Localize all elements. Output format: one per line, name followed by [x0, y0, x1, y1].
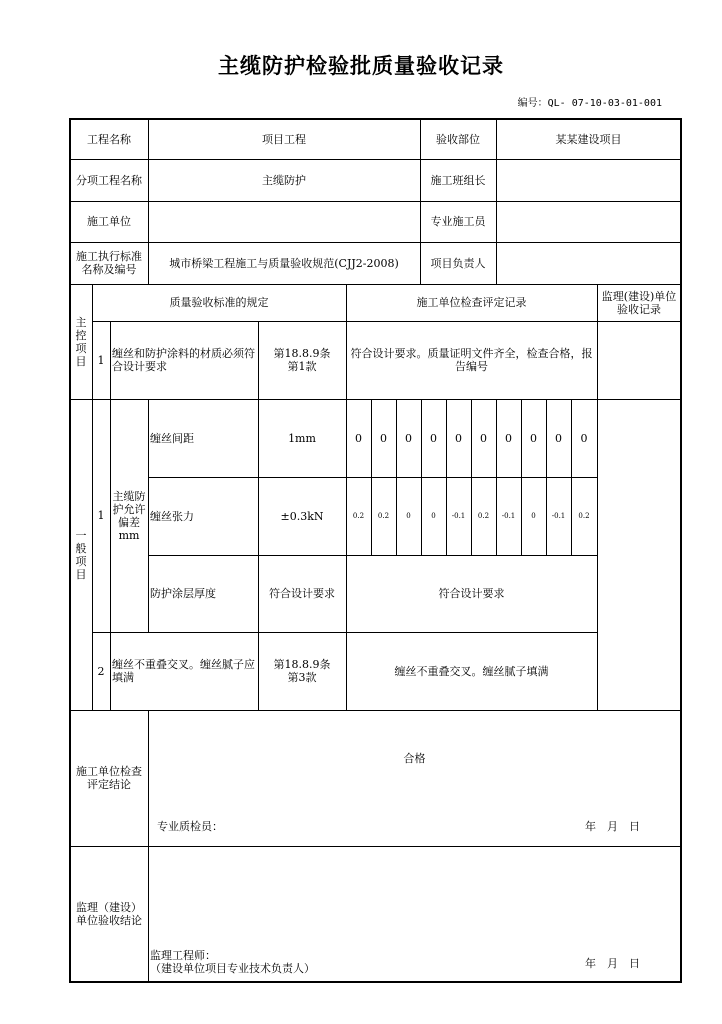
contractor-label: 施工单位	[87, 215, 131, 228]
measurement-value: 0	[531, 511, 536, 520]
measurement-value: 0	[480, 431, 487, 445]
general-item1-label: 主缆防护允许偏差mm	[112, 489, 146, 542]
conclusion-date: 年 月 日	[585, 819, 640, 833]
general-items-label: 一般项目	[75, 528, 87, 581]
record-column-header: 施工单位检查评定记录	[416, 296, 527, 309]
main-items-label: 主控项目	[75, 315, 87, 368]
measurement-value: 0.2	[578, 511, 590, 520]
tension-spec: ±0.3kN	[280, 509, 324, 523]
page-title: 主缆防护检验批质量验收记录	[218, 54, 504, 78]
sub-project-value: 主缆防护	[262, 173, 306, 187]
manager-label: 项目负责人	[430, 256, 486, 270]
inspector-label: 专业质检员：	[157, 819, 223, 833]
team-leader-value	[496, 159, 681, 201]
sub-project-label: 分项工程名称	[76, 173, 142, 187]
acceptance-dept-label: 验收部位	[436, 132, 480, 146]
main-item-description: 缠丝和防护涂料的材质必须符合设计要求	[112, 347, 255, 373]
coating-name: 防护涂层厚度	[150, 587, 216, 600]
conclusion-result: 合格	[403, 751, 426, 765]
measurement-value: 0.2	[352, 511, 365, 520]
specialist-value	[496, 201, 681, 242]
measurement-value: -0.1	[551, 511, 566, 520]
supervising-engineer-label: 监理工程师：	[150, 948, 216, 962]
measurement-value: 0	[405, 431, 412, 445]
specialist-label: 专业施工员	[430, 215, 486, 228]
general-item2-description: 缠丝不重叠交叉。缠丝腻子应填满	[112, 658, 255, 684]
project-name-value: 项目工程	[262, 132, 306, 146]
general-item2-record: 缠丝不重叠交叉。缠丝腻子填满	[394, 664, 549, 678]
team-leader-label: 施工班组长	[430, 173, 486, 187]
measurement-value: 0	[555, 431, 562, 445]
measurement-value: -0.1	[501, 511, 516, 520]
main-item-number: 1	[97, 353, 105, 367]
measurement-value: 0	[455, 431, 462, 445]
main-item-record: 符合设计要求。质量证明文件齐全，检查合格，报告编号	[350, 347, 593, 373]
measurement-value: 0	[505, 431, 512, 445]
measurement-value: 0	[431, 511, 436, 520]
general-item2-number: 2	[97, 664, 105, 678]
tension-name: 缠丝张力	[150, 509, 194, 523]
main-item-clause: 第18.8.9条第1款	[273, 347, 331, 373]
measurement-value: 0	[530, 431, 537, 445]
measurement-value: 0	[580, 431, 588, 445]
spec-column-header: 质量验收标准的规定	[169, 296, 269, 309]
supervisor-column-header: 监理(建设)单位验收记录	[601, 289, 677, 316]
acceptance-dept-value: 某某建设项目	[555, 132, 622, 146]
general-item1-number: 1	[97, 509, 105, 522]
standard-value: 城市桥梁工程施工与质量验收规范(CJJ2-2008)	[169, 256, 399, 270]
spacing-spec: 1mm	[288, 431, 316, 445]
supervising-engineer-note: （建设单位项目专业技术负责人）	[150, 961, 315, 975]
measurement-value: 0.2	[377, 511, 390, 520]
spacing-name: 缠丝间距	[150, 431, 194, 445]
supervision-label: 监理（建设）单位验收结论	[76, 901, 142, 927]
measurement-value: 0	[380, 431, 387, 445]
measurement-value: 0	[430, 431, 437, 445]
coating-spec: 符合设计要求	[269, 587, 335, 600]
measurement-value: 0.2	[477, 511, 490, 520]
conclusion-label: 施工单位检查评定结论	[76, 765, 142, 791]
contractor-value	[148, 201, 420, 242]
manager-value	[496, 242, 681, 284]
supervision-date: 年 月 日	[585, 956, 640, 970]
measurement-value: 0	[355, 431, 362, 445]
measurement-value: 0	[406, 511, 411, 520]
measurement-value: -0.1	[451, 511, 466, 520]
standard-label: 施工执行标准名称及编号	[76, 250, 142, 276]
project-name-label: 工程名称	[87, 132, 131, 146]
general-item2-clause: 第18.8.9条第3款	[273, 658, 331, 684]
document-code: 编号：QL- 07-10-03-01-001	[517, 98, 662, 109]
coating-record: 符合设计要求	[438, 587, 505, 600]
